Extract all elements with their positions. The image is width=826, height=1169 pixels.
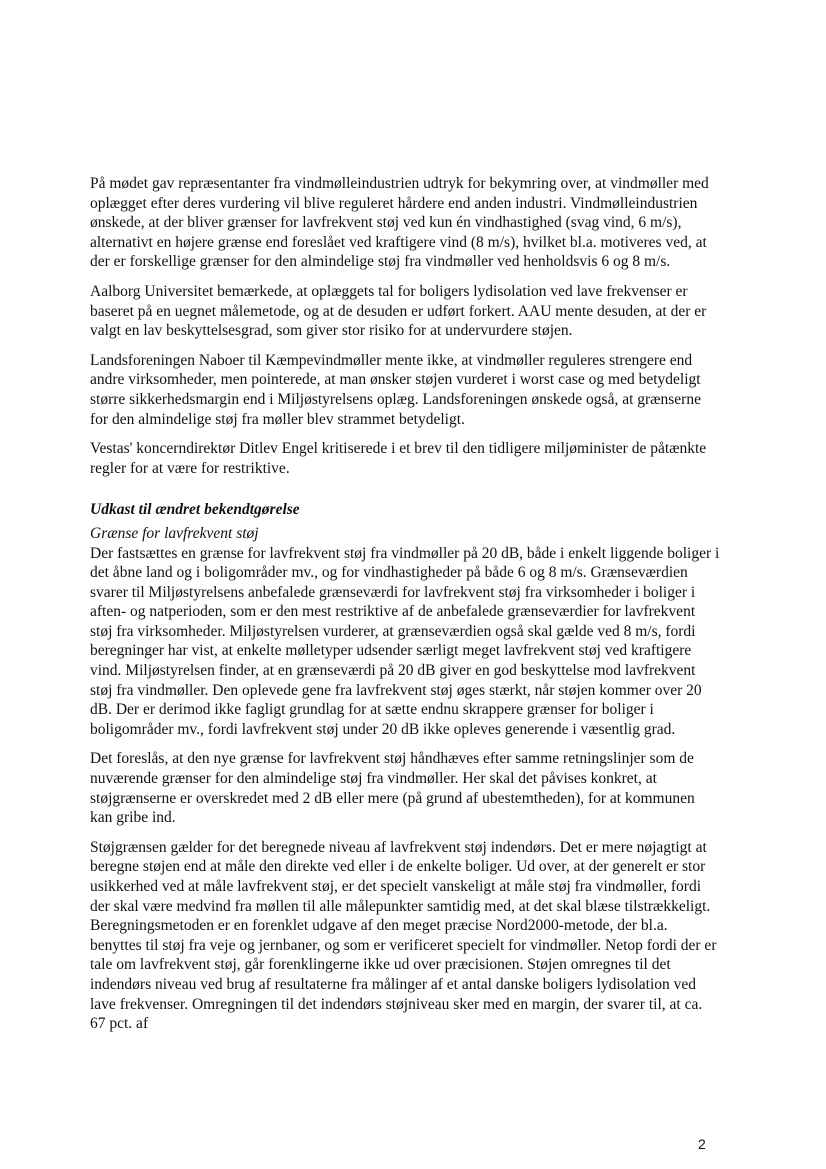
section-heading: Udkast til ændret bekendtgørelse — [90, 501, 300, 519]
paragraph-calculation-method: Støjgrænsen gælder for det beregnede niveau af lavfrekvent støj indendørs. Det er mere nøjagtigt at beregne støjen end at måle den direkte ved eller i de enkelte boliger. Ud over, at der generelt er stor usikkerhed ved at måle lavfrekvent støj, er det specielt vanskeligt at måle støj fra vindmøller, fordi der skal være medvind fra møllen til alle målepunkter samtidig med, at det skal blæse tilstrækkeligt. Beregningsmetoden er en forenklet udgave af den meget præcise Nord2000-metode, der bl.a. benyttes til støj fra veje og jernbaner, og som er verificeret specielt for vindmøller. Netop fordi der er tale om lavfrekvent støj, går forenklingerne ikke ud over præcisionen. Støjen omregnes til det indendørs niveau ved brug af resultaterne fra målinger af et antal danske boligers lydisolation ved lave frekvenser. Omregningen til det indendørs støjniveau sker med en margin, der svarer til, at ca. 67 pct. af — [90, 838, 717, 1033]
section-subheading: Grænse for lavfrekvent støj — [90, 524, 259, 542]
paragraph-enforcement: Det foreslås, at den nye grænse for lavfrekvent støj håndhæves efter samme retningslinjer som de nuværende grænser for den almindelige støj fra vindmøller. Her skal det påvises konkret, at støjgrænserne er overskredet med 2 dB eller mere (på grund af ubestemtheden), for at kommunen kan gribe ind. — [90, 750, 695, 827]
page-number: 2 — [698, 1136, 706, 1152]
paragraph-industry-concerns: På mødet gav repræsentanter fra vindmølleindustrien udtryk for bekymring over, at vindmøller med oplægget efter deres vurdering vil blive reguleret hårdere end anden industri. Vindmølleindustrien ønskede, at der bliver grænser for lavfrekvent støj ved kun én vindhastighed (svag vind, 6 m/s), alternativt en højere grænse end foreslået ved kraftigere vind (8 m/s), hvilket bl.a. motiveres ved, at der er forskellige grænser for den almindelige støj fra vindmøller ved henholdsvis 6 og 8 m/s. — [90, 175, 709, 271]
paragraph-aalborg-university: Aalborg Universitet bemærkede, at oplæggets tal for boligers lydisolation ved lave frekvenser er baseret på en uegnet målemetode, og at de desuden er udført forkert. AAU mente desuden, at der er valgt en lav beskyttelsesgrad, som giver stor risiko for at undervurdere støjen. — [90, 282, 707, 340]
document-body — [90, 174, 720, 1044]
paragraph-landsforeningen: Landsforeningen Naboer til Kæmpevindmøller mente ikke, at vindmøller reguleres strengere end andre virksomheder, men pointerede, at man ønsker støjen vurderet i worst case og med betydeligt større sikkerhedsmargin end i Miljøstyrelsens oplæg. Landsforeningen ønskede også, at grænserne for den almindelige støj fra møller blev strammet betydeligt. — [90, 351, 701, 428]
paragraph-vestas: Vestas' koncerndirektør Ditlev Engel kritiserede i et brev til den tidligere miljøminister de påtænkte regler for at være for restriktive. — [90, 440, 707, 477]
paragraph-limit-value: Der fastsættes en grænse for lavfrekvent støj fra vindmøller på 20 dB, både i enkelt liggende boliger i det åbne land og i boligområder mv., og for vindhastigheder på både 6 og 8 m/s. Grænseværdien svarer til Miljøstyrelsens anbefalede grænseværdi for lavfrekvent støj fra virksomheder i boliger i aften- og natperioden, som er den mest restriktive af de anbefalede grænseværdier for lavfrekvent støj fra virksomheder. Miljøstyrelsen vurderer, at grænseværdien også skal gælde ved 8 m/s, fordi beregninger har vist, at enkelte mølletyper udsender særligt meget lavfrekvent støj ved kraftigere vind. Miljøstyrelsen finder, at en grænseværdi på 20 dB giver en god beskyttelse mod lavfrekvent støj fra vindmøller. Den oplevede gene fra lavfrekvent støj øges stærkt, når støjen kommer over 20 dB. Der er derimod ikke fagligt grundlag for at sætte endnu skrappere grænser for boliger i boligområder mv., fordi lavfrekvent støj under 20 dB ikke opleves generende i væsentlig grad. — [90, 544, 720, 738]
